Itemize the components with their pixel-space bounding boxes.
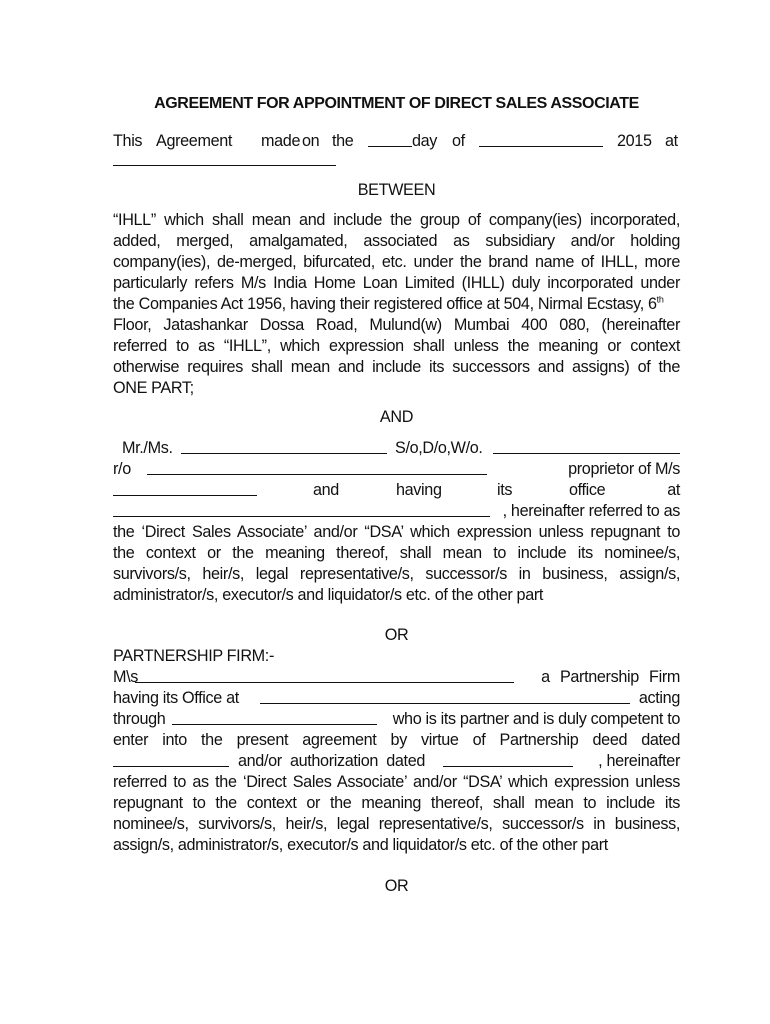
ihll-line: referred to as “IHLL”, which expression shall unless the meaning or context (113, 337, 680, 355)
partner-name-blank[interactable] (172, 709, 377, 725)
having-office-label: having its Office at (113, 689, 239, 707)
between-heading: BETWEEN (357, 181, 436, 199)
intro-word: on (302, 132, 320, 150)
intro-word: of (452, 132, 465, 150)
ms-label: M\s (113, 668, 139, 686)
through-label: through (113, 710, 166, 728)
ihll-line: otherwise requires shall mean and include its successors and assigns) of the (113, 358, 680, 376)
office-address-blank[interactable] (113, 501, 490, 517)
ihll-line: added, merged, amalgamated, associated as subsidiary and/or holding (113, 232, 680, 250)
partnership-firm-text: a Partnership Firm (541, 668, 680, 686)
relation-label: S/o,D/o,W/o. (395, 439, 483, 457)
intro-word: the (332, 132, 354, 150)
individual-line: the context or the meaning thereof, shall mean to include its nominee/s, (113, 544, 680, 562)
name-blank[interactable] (181, 438, 387, 454)
acting-label: acting (638, 689, 680, 707)
place-blank[interactable] (113, 150, 336, 166)
partnership-line: nominee/s, survivors/s, heir/s, legal representative/s, successor/s in business, (113, 815, 680, 833)
ihll-line: particularly refers M/s India Home Loan Limited (IHLL) duly incorporated under (113, 274, 680, 292)
who-is-text: who is its partner and is duly competent to (392, 710, 680, 728)
residence-blank[interactable] (147, 459, 487, 475)
day-blank[interactable] (368, 131, 412, 147)
partnership-line: repugnant to the context or the meaning thereof, shall mean to include its (113, 794, 680, 812)
ihll-line: company(ies), de-merged, bifurcated, etc. under the brand name of IHLL, more (113, 253, 680, 271)
ihll-line (113, 294, 680, 314)
ihll-line: Floor, Jatashankar Dossa Road, Mulund(w) Mumbai 400 080, (hereinafter (113, 316, 680, 334)
word: and (313, 481, 339, 499)
place-line (113, 150, 680, 171)
ihll-line-text: the Companies Act 1956, having their registered office at 504, Nirmal Ecstasy, 6 (113, 295, 657, 313)
auth-label: and/or authorization dated (238, 752, 425, 770)
or-heading: OR (384, 626, 409, 644)
ihll-line: “IHLL” which shall mean and include the group of company(ies) incorporated, (113, 211, 680, 229)
floor-suffix: th (656, 294, 664, 305)
hereinafter-text: , hereinafter referred to as (502, 502, 680, 520)
word: at (667, 481, 680, 499)
word: office (569, 481, 606, 499)
intro-year: 2015 (617, 132, 652, 150)
word: having (396, 481, 442, 499)
intro-word: This (113, 132, 143, 150)
or-heading: OR (384, 877, 409, 895)
relation-blank[interactable] (493, 438, 680, 454)
intro-word: day (412, 132, 438, 150)
individual-line: survivors/s, heir/s, legal representative/s, successor/s in business, assign/s, (113, 565, 680, 583)
partnership-line: assign/s, administrator/s, executor/s and liquidator/s etc. of the other part (113, 836, 608, 854)
auth-date-blank[interactable] (443, 751, 573, 767)
intro-word: at (665, 132, 678, 150)
partnership-office-blank[interactable] (260, 688, 630, 704)
firm-name-blank[interactable] (113, 480, 257, 496)
word: its (497, 481, 513, 499)
document-title: AGREEMENT FOR APPOINTMENT OF DIRECT SALES ASSOCIATE (154, 95, 639, 112)
individual-line: the ‘Direct Sales Associate’ and/or “DSA’ which expression unless repugnant to (113, 523, 680, 541)
ro-label: r/o (113, 460, 131, 478)
partnership-name-blank[interactable] (135, 667, 514, 683)
ihll-line: ONE PART; (113, 379, 194, 397)
and-heading: AND (379, 408, 414, 426)
proprietor-label: proprietor of M/s (568, 460, 680, 478)
partnership-line: referred to as the ‘Direct Sales Associate’ and/or “DSA’ which expression unless (113, 773, 680, 791)
mr-ms-label: Mr./Ms. (122, 439, 173, 457)
deed-date-blank[interactable] (113, 751, 229, 767)
intro-word: Agreement (156, 132, 233, 150)
month-blank[interactable] (479, 131, 603, 147)
individual-line: administrator/s, executor/s and liquidator/s etc. of the other part (113, 586, 544, 604)
intro-word: made (261, 132, 301, 150)
partnership-heading: PARTNERSHIP FIRM:- (113, 647, 274, 665)
hereinafter-text: , hereinafter (598, 752, 680, 770)
partnership-line: enter into the present agreement by virtue of Partnership deed dated (113, 731, 680, 749)
